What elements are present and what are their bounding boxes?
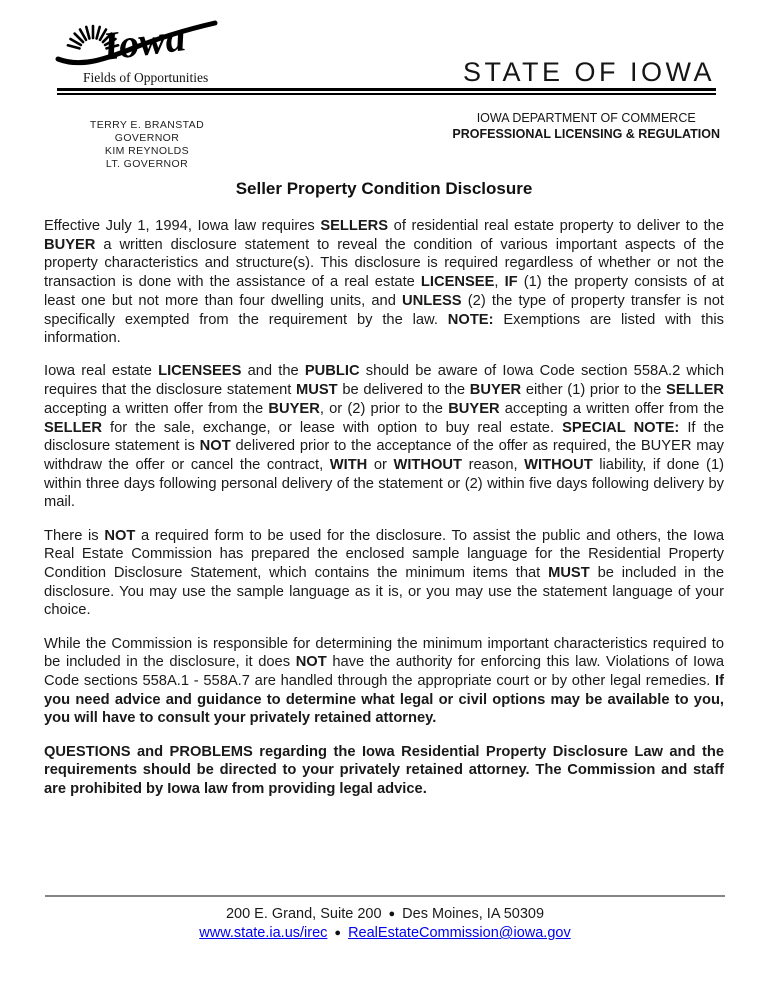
svg-text:Iowa: Iowa [100, 14, 188, 69]
department-block [452, 111, 720, 142]
logo-tagline: Fields of Opportunities [83, 70, 209, 85]
bullet-icon: ● [334, 927, 342, 939]
paragraph-5: QUESTIONS and PROBLEMS regarding the Iowa Residential Property Disclosure Law and the requirements should be directed to your privately retained attorney. The Commission and staff are prohibited by Iowa law from providing legal advice. [44, 743, 724, 797]
footer-divider [45, 895, 725, 897]
header-divider [57, 88, 716, 95]
document-body [44, 179, 724, 813]
iowa-logo [55, 12, 220, 90]
paragraph-3: There is NOT a required form to be used for the disclosure. To assist the public and others, the Iowa Real Estate Commission has prepared the enclosed sample language for the Residential Property Condition Disclosure Statement, which contains the minimum items that MUST be included in the disclosure. You may use the sample language as it is, or you may use the statement language of your choice. [44, 527, 724, 619]
lt-governor-title: LT. GOVERNOR [105, 158, 189, 170]
officials-block [84, 119, 210, 171]
governor-title: GOVERNOR [114, 132, 180, 144]
bullet-icon: ● [388, 908, 396, 920]
city-state-zip: Des Moines, IA 50309 [402, 906, 545, 922]
paragraph-4: While the Commission is responsible for determining the minimum important characteristics required to be included in the disclosure, it does NOT have the authority for enforcing this law. Violations of Iowa Code sections 558A.1 - 558A.7 are handled through the appropriate court or by other legal remedies. If you need advice and guidance to determine what legal or civil options may be available to you, you will have to consult your privately retained attorney. [44, 635, 724, 727]
governor-name: TERRY E. BRANSTAD [89, 119, 205, 131]
paragraph-2: Iowa real estate LICENSEES and the PUBLIC should be aware of Iowa Code section 558A.2 which requires that the disclosure statement MUST be delivered to the BUYER either (1) prior to the SELLER accepting a written offer from the BUYER, or (2) prior to the BUYER accepting a written offer from the SELLER for the sale, exchange, or lease with option to buy real estate. SPECIAL NOTE: If the disclosure statement is NOT delivered prior to the acceptance of the offer as required, the BUYER may withdraw the offer or cancel the contract, WITH or WITHOUT reason, WITHOUT liability, if done (1) within three days following personal delivery of the statement or (2) within five days following delivery by mail. [44, 363, 725, 511]
division-name: PROFESSIONAL LICENSING & REGULATION [452, 126, 720, 141]
paragraph-1: Effective July 1, 1994, Iowa law requires SELLERS of residential real estate property to deliver to the BUYER a written disclosure statement to reveal the condition of various important aspects of the property characteristics and structure(s). This disclosure is required regardless of whether or not the transaction is done with the assistance of a real estate LICENSEE, IF (1) the property consists of at least one but not more than four dwelling units, and UNLESS (2) the type of property transfer is not specifically exempted from the requirement by the law. NOTE: Exemptions are listed with this information. [44, 218, 724, 347]
website-link[interactable]: www.state.ia.us/irec [199, 925, 328, 941]
street-address: 200 E. Grand, Suite 200 [225, 906, 382, 922]
lt-governor-name: KIM REYNOLDS [104, 145, 190, 157]
footer [45, 895, 725, 941]
footer-links [45, 925, 725, 941]
state-title: STATE OF IOWA [463, 57, 715, 87]
department-name: IOWA DEPARTMENT OF COMMERCE [476, 111, 696, 125]
iowa-sun-script-icon [55, 12, 220, 70]
page-title: Seller Property Condition Disclosure [235, 179, 533, 198]
footer-address [45, 906, 725, 922]
email-link[interactable]: RealEstateCommission@iowa.gov [348, 925, 571, 941]
